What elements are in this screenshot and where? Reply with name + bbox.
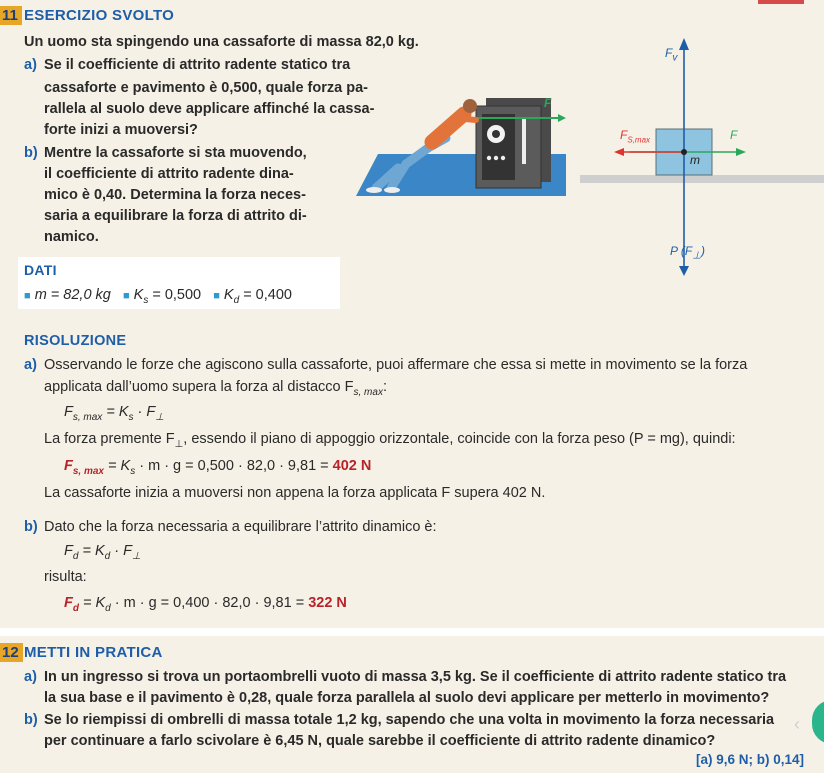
exercise-12-b-line1: Se lo riempissi di ombrelli di massa totale 1,2 kg, sapendo che una volta in movimento la forza necessaria [44,712,775,728]
dati-kd-sub: d [233,294,240,306]
dati-values: ■ m = 82,0 kg ■ $K_s = 0,500$ ■ $K_d = 0,400$ [24,287,292,306]
force-p-label: P $(F_\perp)$ [670,244,705,262]
exercise-11-b-line: mico è 0,40. Determina la forza neces- [44,187,306,203]
risoluzione-a-line1: Osservando le forze che agiscono sulla cassaforte, puoi affermare che essa si mette in movimento se la forza [44,357,748,373]
exercise-12-b-label: b) [24,712,38,728]
risoluzione-a-line2: applicata dall’uomo supera la forza al distacco $F_{s, max}$: [44,379,387,398]
dati-kd-value: = 0,400 [243,287,292,303]
dati-title: DATI [24,262,57,278]
exercise-11-a-line: Se il coefficiente di attrito radente statico tra [44,57,351,73]
exercise-11-b-line: saria a equilibrare la forza di attrito di- [44,208,307,224]
exercise-12-a-label: a) [24,669,37,685]
next-page-button[interactable] [794,700,824,744]
exercise-11-b-line: namico. [44,229,99,245]
force-fv-label: $F_v$ [665,46,678,64]
exercise-11-number: 11 [0,6,22,25]
photo-force-label: F [544,96,552,110]
equation-fs-max: $F_{s, max} = K_s \cdot F_\perp$ [64,404,164,423]
exercise-12-a-line2: la sua base e il pavimento è 0,28, quale forza parallela al suolo devi applicare per metterlo in movimento? [44,690,770,706]
exercise-11-a-line: forte inizi a muoversi? [44,122,198,138]
equation-fd-result: $F_d = K_d \cdot m \cdot g = 0,400 \cdot 82,0 \cdot 9,81 = 322$ N [64,595,347,614]
mass-label: m [690,153,700,167]
equation-fd: $F_d = K_d \cdot F_\perp$ [64,543,141,562]
exercise-12-title: METTI IN PRATICA [24,644,163,661]
force-diagram [580,36,824,276]
exercise-11-a-line: cassaforte e pavimento è 0,500, quale forza pa- [44,80,368,96]
risoluzione-a-label: a) [24,357,37,373]
risoluzione-b-label: b) [24,519,38,535]
page-top-tab [758,0,804,4]
dati-kd-symbol: K [223,287,234,303]
exercise-12-number: 12 [0,643,23,662]
dati-ks-sub: s [143,294,149,306]
force-f-label: F [730,128,738,142]
exercise-12-b-line2: per continuare a farlo scivolare è 6,45 N, quale sarebbe il coefficiente di attrito radente dinamico? [44,733,716,749]
exercise-11-intro: Un uomo sta spingendo una cassaforte di massa 82,0 kg. [24,34,419,50]
dati-ks-value: = 0,500 [152,287,202,303]
force-fsmax-label: $F_{S,max}$ [620,128,651,145]
dati-ks-symbol: K [133,287,144,303]
exercise-11-b-label: b) [24,145,38,161]
equation-fs-max-result: $F_{s, max} = K_s \cdot m \cdot g = 0,500 \cdot 82,0 \cdot 9,81 = 402$ N [64,458,372,477]
risoluzione-title: RISOLUZIONE [24,333,127,349]
exercise-12-a-line1: In un ingresso si trova un portaombrelli vuoto di massa 3,5 kg. Se il coefficiente di attrito radente statico tra [44,669,787,685]
man-pushing-safe-illustration [336,84,566,196]
exercise-11-a-label: a) [24,57,37,73]
exercise-11-a-line: rallela al suolo deve applicare affinché la cassa- [44,101,375,117]
exercise-11-title: ESERCIZIO SVOLTO [24,7,175,24]
risoluzione-a-line3: La forza premente $F_\perp$, essendo il piano di appoggio orizzontale, coincide con la forza peso (P = mg), quindi: [44,431,736,450]
risoluzione-b-line1: Dato che la forza necessaria a equilibrare l’attrito dinamico è: [44,519,437,535]
result-322: 322 N [308,595,347,611]
risoluzione-a-line4: La cassaforte inizia a muoversi non appena la forza applicata F supera 402 N. [44,485,546,501]
exercise-11-b-line: il coefficiente di attrito radente dina- [44,166,294,182]
result-402: 402 N [332,458,372,474]
section-divider [0,628,824,636]
risoluzione-b-line2: risulta: [44,569,87,585]
exercise-11-b-line: Mentre la cassaforte si sta muovendo, [44,145,307,161]
dati-mass: m = 82,0 kg [34,287,111,303]
chevron-left-icon: ‹ [794,714,800,734]
exercise-12-answer: [a) 9,6 N; b) 0,14] [695,752,804,767]
